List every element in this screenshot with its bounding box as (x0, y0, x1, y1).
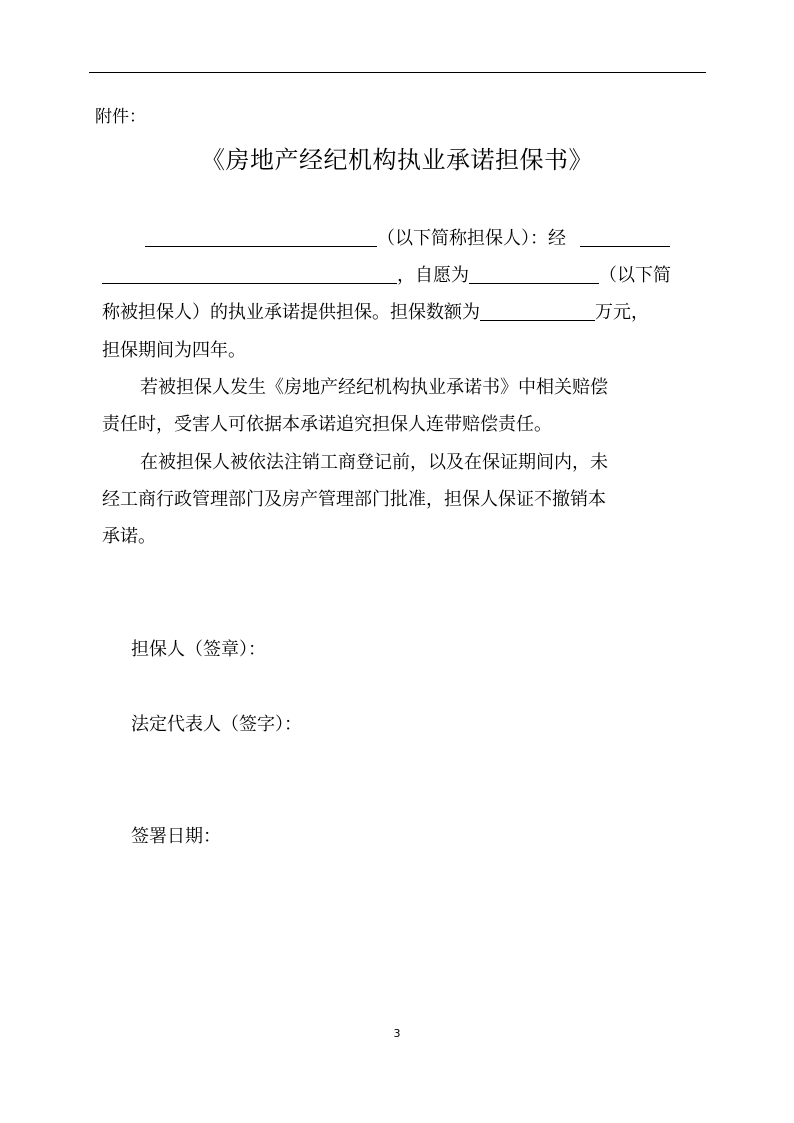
para1-line4: 担保期间为四年。 (102, 340, 246, 361)
para1-line1 (145, 225, 670, 253)
para1-line2 (102, 262, 671, 290)
para1-line3-text2: 万元， (595, 302, 649, 323)
legal-rep-signature-label: 法定代表人（签字）： (131, 714, 302, 735)
approval-detail-blank[interactable] (102, 263, 397, 284)
attachment-label: 附件： (95, 107, 146, 127)
para2-line2: 责任时，受害人可依据本承诺追究担保人连带赔偿责任。 (102, 414, 552, 435)
para1-line3 (102, 299, 649, 327)
para3-line3: 承诺。 (102, 526, 156, 547)
guarantor-signature-label: 担保人（签章）： (131, 639, 266, 660)
signing-date-label: 签署日期： (131, 826, 221, 847)
para1-line3-text1: 称被担保人）的执业承诺提供担保。担保数额为 (102, 302, 480, 323)
para1-line2-text2: （以下简 (599, 265, 671, 286)
approval-authority-blank[interactable] (580, 226, 670, 247)
document-title: 《房地产经纪机构执业承诺担保书》 (201, 146, 593, 174)
para3-line2: 经工商行政管理部门及房产管理部门批准，担保人保证不撤销本 (102, 489, 606, 510)
para2-line1: 若被担保人发生《房地产经纪机构执业承诺书》中相关赔偿 (140, 377, 608, 398)
para3-line1: 在被担保人被依法注销工商登记前，以及在保证期间内，未 (140, 452, 608, 473)
para1-line2-text1: ，自愿为 (397, 265, 469, 286)
guaranteed-party-blank[interactable] (469, 263, 599, 284)
page-number: 3 (393, 1027, 401, 1040)
header-rule (89, 72, 706, 73)
para1-line1-text: （以下简称担保人）：经 (377, 228, 566, 249)
guarantor-name-blank[interactable] (145, 226, 377, 247)
guarantee-amount-blank[interactable] (480, 300, 595, 321)
